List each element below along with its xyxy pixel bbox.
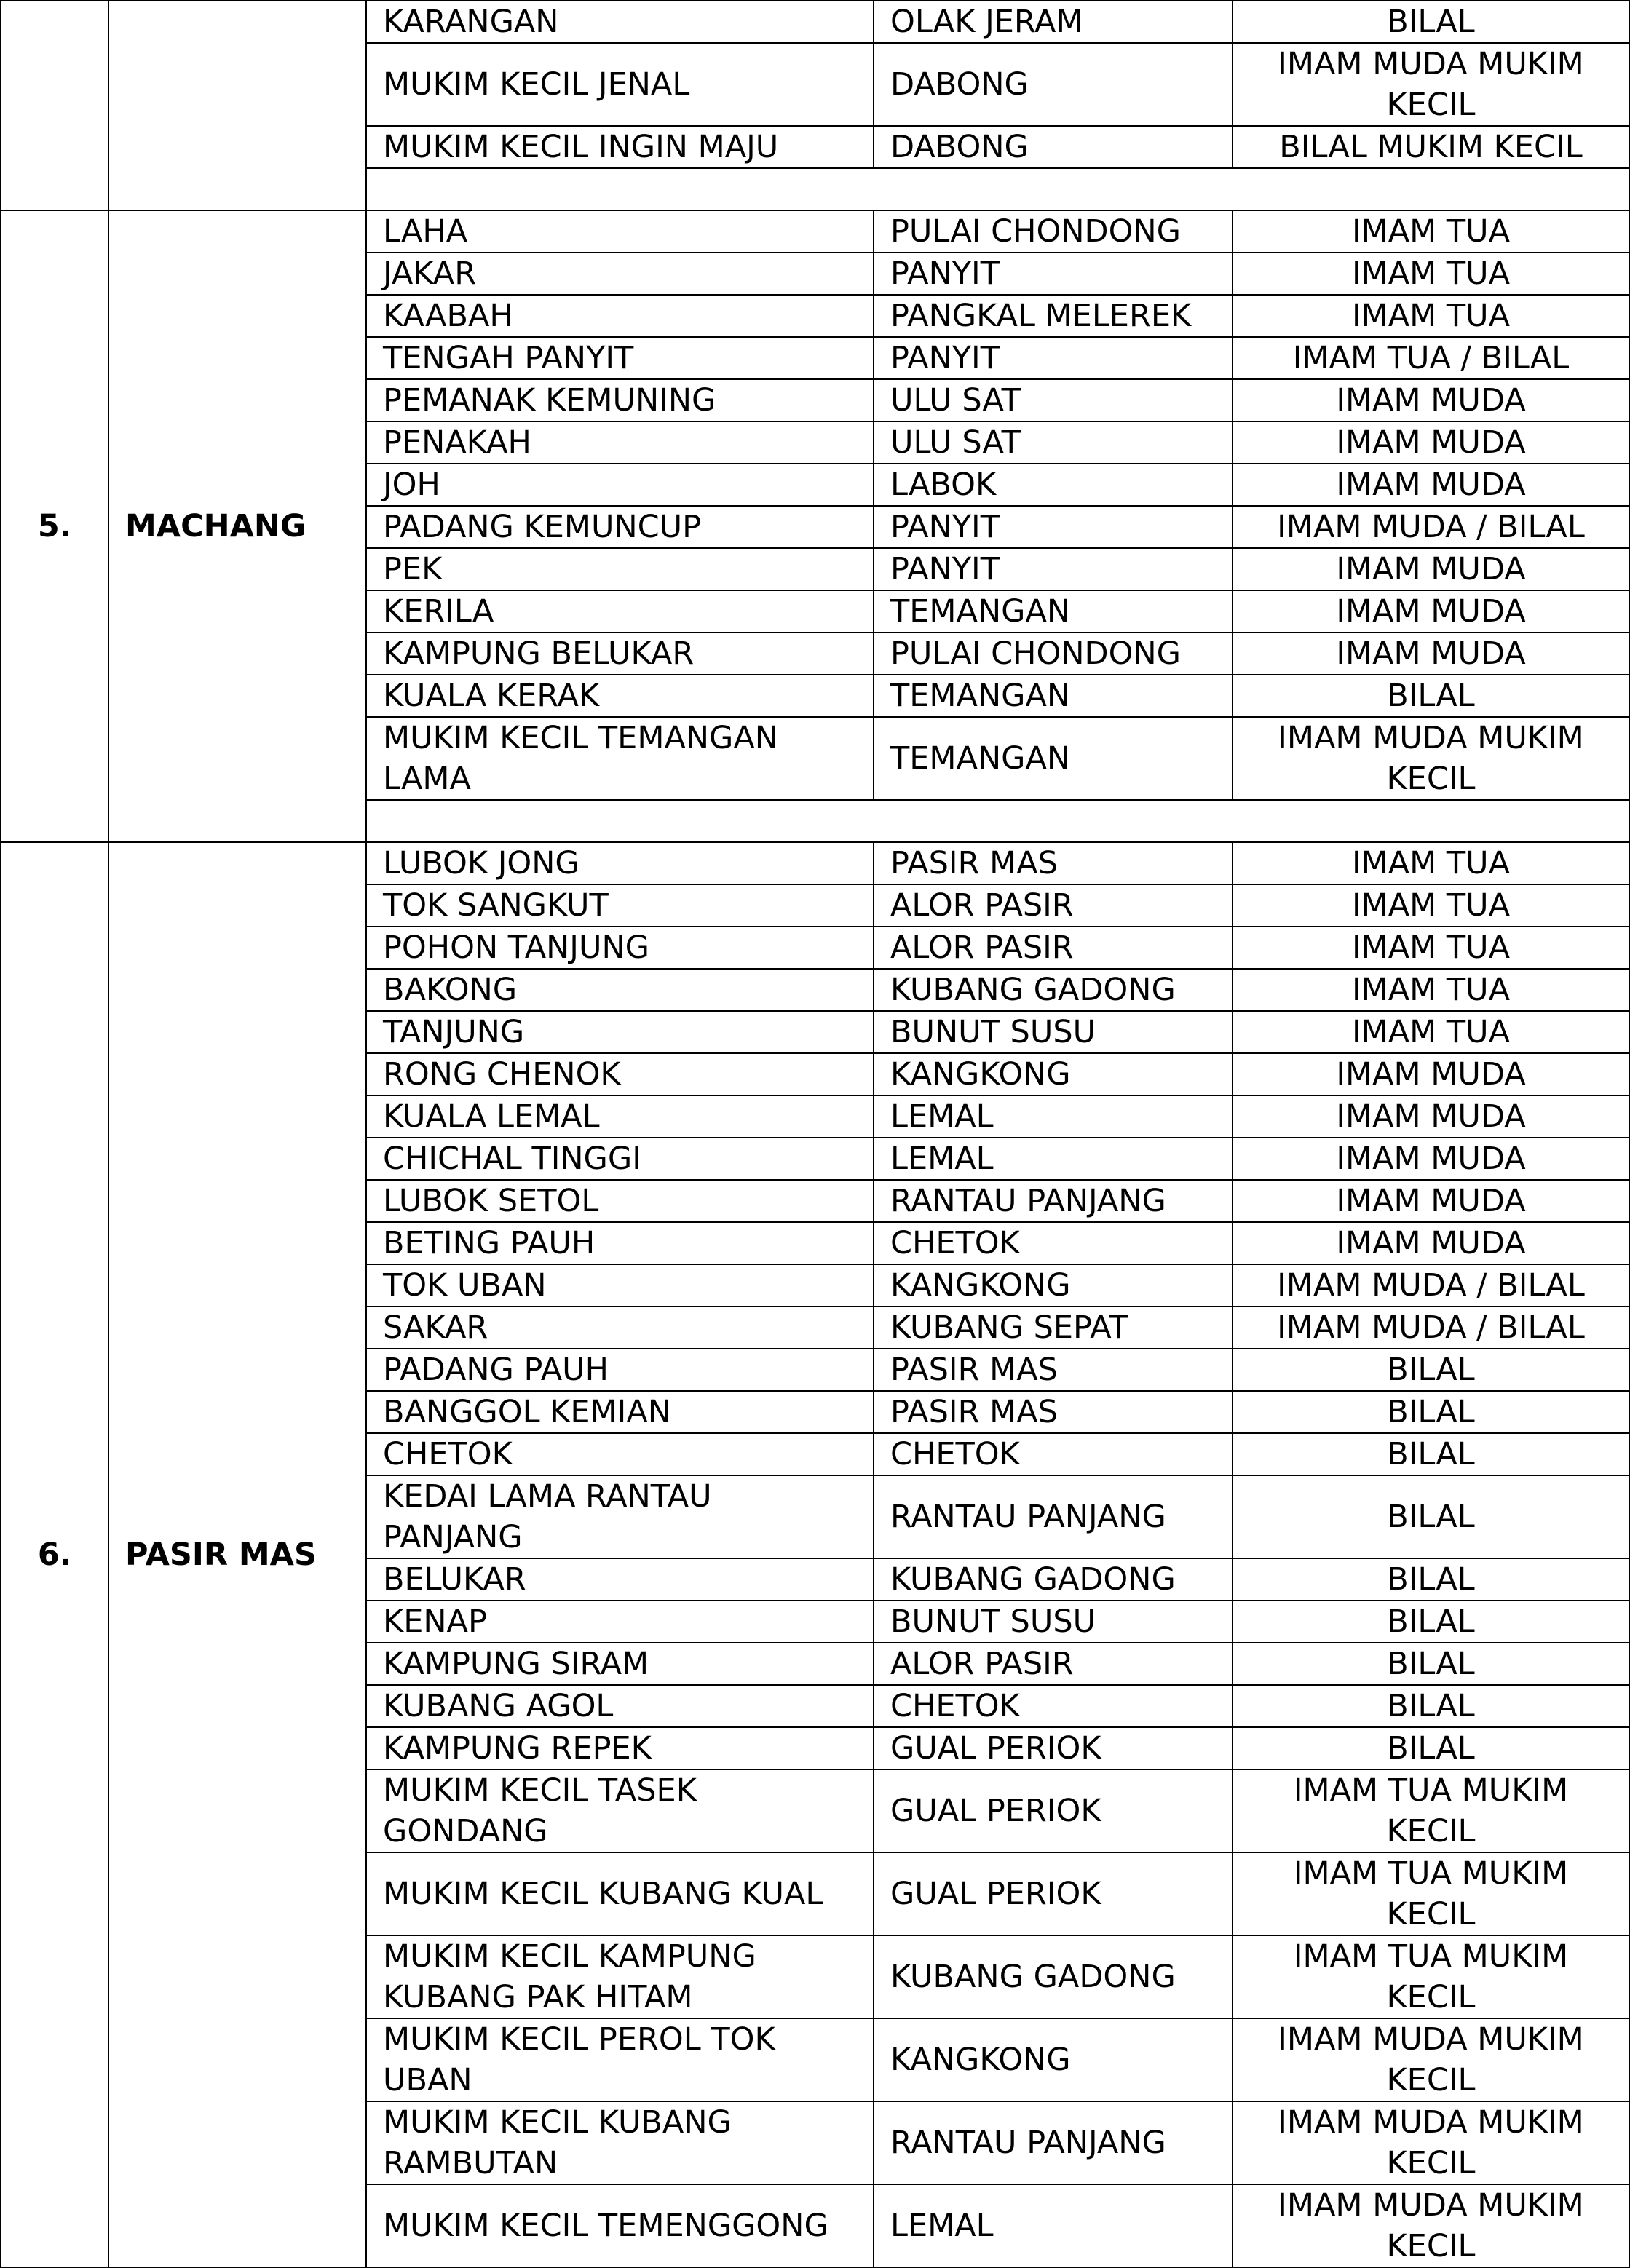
mukim-cell: LEMAL — [874, 1138, 1233, 1180]
spacer-cell — [366, 168, 1629, 210]
mukim-cell: DABONG — [874, 43, 1233, 126]
mukim-cell: GUAL PERIOK — [874, 1852, 1233, 1935]
kampung-cell: TENGAH PANYIT — [366, 337, 874, 379]
jawatan-cell: IMAM MUDA MUKIM KECIL — [1233, 717, 1629, 800]
district-name: MACHANG — [108, 210, 366, 842]
kampung-cell: TOK SANGKUT — [366, 884, 874, 927]
mukim-cell: LABOK — [874, 464, 1233, 506]
jawatan-cell: IMAM MUDA / BILAL — [1233, 1264, 1629, 1307]
jawatan-cell: IMAM TUA MUKIM KECIL — [1233, 1852, 1629, 1935]
jawatan-cell: IMAM MUDA — [1233, 1053, 1629, 1095]
number-cell — [1, 1, 108, 210]
kampung-cell: KAMPUNG SIRAM — [366, 1643, 874, 1685]
mukim-cell: KUBANG GADONG — [874, 1935, 1233, 2018]
jawatan-cell: IMAM TUA MUKIM KECIL — [1233, 1935, 1629, 2018]
jawatan-cell: BILAL — [1233, 1433, 1629, 1475]
kampung-cell: KUBANG AGOL — [366, 1685, 874, 1727]
mukim-cell: BUNUT SUSU — [874, 1011, 1233, 1053]
kampung-cell: MUKIM KECIL TEMANGAN LAMA — [366, 717, 874, 800]
kampung-cell: KAMPUNG BELUKAR — [366, 633, 874, 675]
kampung-cell: BAKONG — [366, 969, 874, 1011]
mukim-cell: PASIR MAS — [874, 1391, 1233, 1433]
jawatan-cell: BILAL — [1233, 1601, 1629, 1643]
kampung-cell: MUKIM KECIL INGIN MAJU — [366, 126, 874, 168]
kampung-cell: KARANGAN — [366, 1, 874, 43]
mukim-cell: GUAL PERIOK — [874, 1727, 1233, 1769]
mukim-cell: KUBANG GADONG — [874, 1558, 1233, 1601]
mukim-cell: ALOR PASIR — [874, 927, 1233, 969]
table-row — [1, 842, 1629, 884]
kampung-cell: BANGGOL KEMIAN — [366, 1391, 874, 1433]
jawatan-cell: IMAM MUDA — [1233, 1222, 1629, 1264]
mukim-cell: CHETOK — [874, 1685, 1233, 1727]
jawatan-cell: IMAM MUDA / BILAL — [1233, 506, 1629, 548]
jawatan-cell: BILAL — [1233, 1, 1629, 43]
kampung-cell: LAHA — [366, 210, 874, 253]
jawatan-cell: IMAM MUDA — [1233, 633, 1629, 675]
jawatan-cell: BILAL — [1233, 1643, 1629, 1685]
mukim-cell: GUAL PERIOK — [874, 1769, 1233, 1852]
jawatan-cell: BILAL — [1233, 1685, 1629, 1727]
kampung-cell: LUBOK SETOL — [366, 1180, 874, 1222]
mukim-cell: PANGKAL MELEREK — [874, 295, 1233, 337]
kampung-cell: JOH — [366, 464, 874, 506]
kampung-cell: KAABAH — [366, 295, 874, 337]
mukim-cell: PASIR MAS — [874, 842, 1233, 884]
kampung-cell: CHETOK — [366, 1433, 874, 1475]
kampung-cell: KEDAI LAMA RANTAU PANJANG — [366, 1475, 874, 1558]
mukim-cell: ULU SAT — [874, 379, 1233, 421]
mukim-cell: PANYIT — [874, 548, 1233, 590]
jawatan-cell: IMAM MUDA — [1233, 1095, 1629, 1138]
mukim-cell: PULAI CHONDONG — [874, 210, 1233, 253]
jawatan-cell: IMAM TUA — [1233, 210, 1629, 253]
kampung-cell: PADANG PAUH — [366, 1349, 874, 1391]
kampung-cell: MUKIM KECIL KAMPUNG KUBANG PAK HITAM — [366, 1935, 874, 2018]
kampung-cell: KENAP — [366, 1601, 874, 1643]
kampung-cell: PADANG KEMUNCUP — [366, 506, 874, 548]
jawatan-cell: BILAL — [1233, 1475, 1629, 1558]
jawatan-cell: IMAM TUA — [1233, 253, 1629, 295]
mukim-cell: PANYIT — [874, 337, 1233, 379]
jawatan-cell: BILAL — [1233, 675, 1629, 717]
kampung-cell: KUALA KERAK — [366, 675, 874, 717]
kampung-cell: BETING PAUH — [366, 1222, 874, 1264]
jawatan-cell: IMAM MUDA MUKIM KECIL — [1233, 2018, 1629, 2101]
mukim-cell: ALOR PASIR — [874, 1643, 1233, 1685]
mukim-cell: KUBANG GADONG — [874, 969, 1233, 1011]
mukim-cell: LEMAL — [874, 2184, 1233, 2267]
kampung-cell: PEMANAK KEMUNING — [366, 379, 874, 421]
kampung-cell: KERILA — [366, 590, 874, 633]
mukim-cell: BUNUT SUSU — [874, 1601, 1233, 1643]
kampung-cell: MUKIM KECIL JENAL — [366, 43, 874, 126]
jawatan-cell: IMAM MUDA — [1233, 1180, 1629, 1222]
kampung-cell: PENAKAH — [366, 421, 874, 464]
kampung-cell: CHICHAL TINGGI — [366, 1138, 874, 1180]
jawatan-cell: IMAM MUDA — [1233, 379, 1629, 421]
kampung-cell: POHON TANJUNG — [366, 927, 874, 969]
jawatan-cell: BILAL — [1233, 1727, 1629, 1769]
mukim-cell: KANGKONG — [874, 1264, 1233, 1307]
mukim-cell: LEMAL — [874, 1095, 1233, 1138]
table-row — [1, 210, 1629, 253]
kampung-cell: MUKIM KECIL KUBANG KUAL — [366, 1852, 874, 1935]
mukim-cell: CHETOK — [874, 1433, 1233, 1475]
mukim-cell: TEMANGAN — [874, 717, 1233, 800]
jawatan-cell: BILAL — [1233, 1558, 1629, 1601]
mukim-cell: OLAK JERAM — [874, 1, 1233, 43]
spacer-cell — [366, 800, 1629, 842]
kampung-cell: KAMPUNG REPEK — [366, 1727, 874, 1769]
district-cell — [108, 1, 366, 210]
kampung-cell: BELUKAR — [366, 1558, 874, 1601]
table-row — [1, 1, 1629, 43]
jawatan-cell: IMAM MUDA / BILAL — [1233, 1307, 1629, 1349]
jawatan-cell: IMAM TUA MUKIM KECIL — [1233, 1769, 1629, 1852]
jawatan-cell: IMAM TUA — [1233, 884, 1629, 927]
section-number: 5. — [1, 210, 108, 842]
mukim-cell: KANGKONG — [874, 1053, 1233, 1095]
jawatan-cell: IMAM TUA — [1233, 969, 1629, 1011]
kampung-cell: PEK — [366, 548, 874, 590]
jawatan-cell: IMAM TUA — [1233, 927, 1629, 969]
jawatan-cell: IMAM TUA — [1233, 1011, 1629, 1053]
mukim-cell: TEMANGAN — [874, 590, 1233, 633]
mukim-cell: DABONG — [874, 126, 1233, 168]
mukim-cell: TEMANGAN — [874, 675, 1233, 717]
kampung-cell: RONG CHENOK — [366, 1053, 874, 1095]
kampung-cell: JAKAR — [366, 253, 874, 295]
table-body — [1, 1, 1629, 2267]
kampung-cell: MUKIM KECIL TEMENGGONG — [366, 2184, 874, 2267]
jawatan-cell: IMAM MUDA MUKIM KECIL — [1233, 2184, 1629, 2267]
kampung-cell: MUKIM KECIL KUBANG RAMBUTAN — [366, 2101, 874, 2184]
mukim-cell: RANTAU PANJANG — [874, 1180, 1233, 1222]
district-name: PASIR MAS — [108, 842, 366, 2267]
mukim-cell: RANTAU PANJANG — [874, 1475, 1233, 1558]
kampung-cell: MUKIM KECIL TASEK GONDANG — [366, 1769, 874, 1852]
mukim-cell: KUBANG SEPAT — [874, 1307, 1233, 1349]
jawatan-cell: IMAM MUDA — [1233, 590, 1629, 633]
mukim-cell: PULAI CHONDONG — [874, 633, 1233, 675]
jawatan-cell: IMAM TUA — [1233, 842, 1629, 884]
jawatan-cell: IMAM TUA — [1233, 295, 1629, 337]
kampung-cell: TOK UBAN — [366, 1264, 874, 1307]
mukim-cell: KANGKONG — [874, 2018, 1233, 2101]
kampung-cell: SAKAR — [366, 1307, 874, 1349]
jawatan-cell: IMAM TUA / BILAL — [1233, 337, 1629, 379]
kampung-cell: MUKIM KECIL PEROL TOK UBAN — [366, 2018, 874, 2101]
kampung-cell: TANJUNG — [366, 1011, 874, 1053]
kampung-cell: KUALA LEMAL — [366, 1095, 874, 1138]
mukim-cell: RANTAU PANJANG — [874, 2101, 1233, 2184]
mukim-cell: PASIR MAS — [874, 1349, 1233, 1391]
jawatan-cell: BILAL — [1233, 1349, 1629, 1391]
mukim-cell: PANYIT — [874, 506, 1233, 548]
mukim-cell: PANYIT — [874, 253, 1233, 295]
kampung-cell: LUBOK JONG — [366, 842, 874, 884]
jawatan-cell: BILAL — [1233, 1391, 1629, 1433]
mukim-cell: ULU SAT — [874, 421, 1233, 464]
jawatan-cell: IMAM MUDA MUKIM KECIL — [1233, 2101, 1629, 2184]
jawatan-cell: IMAM MUDA — [1233, 421, 1629, 464]
jawatan-cell: IMAM MUDA — [1233, 464, 1629, 506]
jawatan-cell: IMAM MUDA — [1233, 548, 1629, 590]
mukim-cell: CHETOK — [874, 1222, 1233, 1264]
jawatan-cell: BILAL MUKIM KECIL — [1233, 126, 1629, 168]
section-number: 6. — [1, 842, 108, 2267]
jawatan-cell: IMAM MUDA — [1233, 1138, 1629, 1180]
jawatan-cell: IMAM MUDA MUKIM KECIL — [1233, 43, 1629, 126]
mukim-cell: ALOR PASIR — [874, 884, 1233, 927]
